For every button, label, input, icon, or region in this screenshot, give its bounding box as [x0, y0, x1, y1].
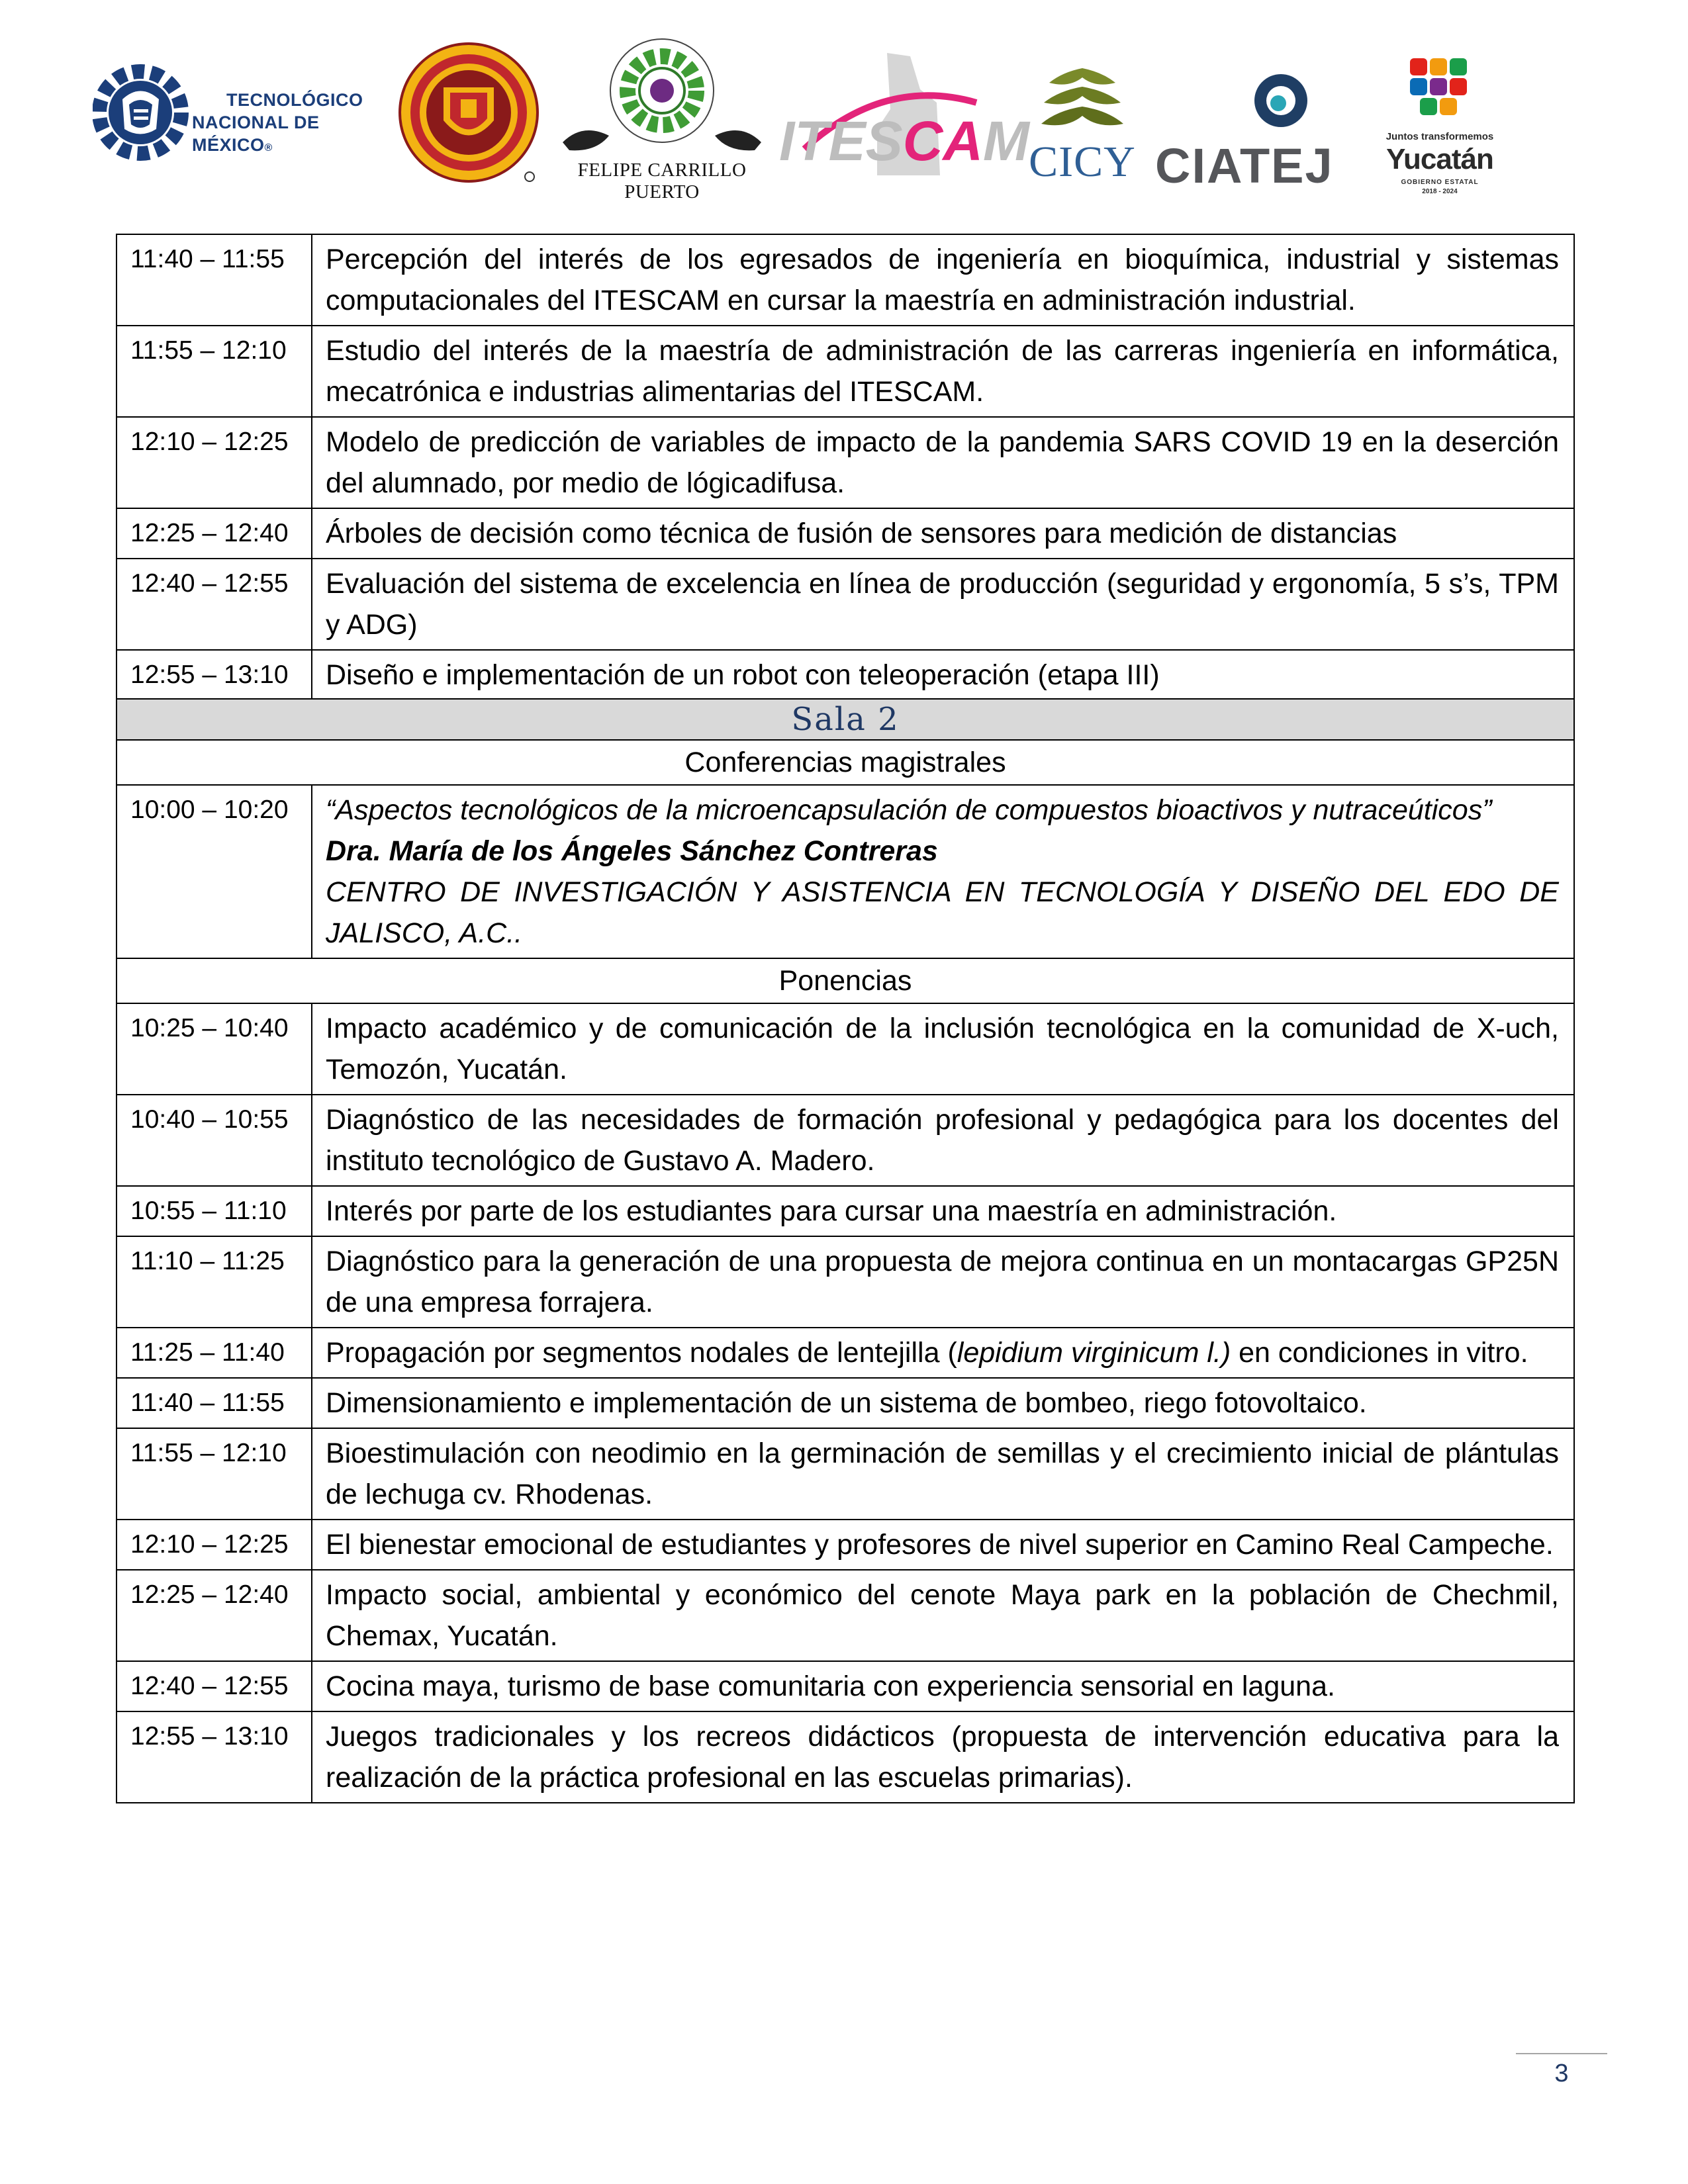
conference-title: “Aspectos tecnológicos de la microencapsulación de compuestos bioactivos y nutraceúticos” — [326, 794, 1492, 826]
yucatan-years: 2018 - 2024 — [1422, 188, 1458, 195]
table-row — [117, 1378, 1574, 1428]
instituto-seal-logo — [397, 41, 543, 187]
header-logos — [0, 0, 1688, 203]
yucatan-gov: GOBIERNO ESTATAL — [1401, 179, 1479, 186]
table-row — [117, 1520, 1574, 1570]
yucatan-name: Yucatán — [1386, 143, 1493, 175]
yucatan-logo — [1377, 53, 1503, 195]
yucatan-emblem — [1377, 53, 1503, 129]
table-row — [117, 1428, 1574, 1520]
talk-title-cell: Diagnóstico para la generación de una propuesta de mejora continua en un montacargas GP25N de una empresa forrajera. — [312, 1236, 1574, 1328]
table-row — [117, 1661, 1574, 1711]
cicy-leaves-icon — [1023, 63, 1142, 139]
table-row — [117, 417, 1574, 508]
table-row — [117, 234, 1574, 326]
table-row — [117, 1236, 1574, 1328]
time-cell: 11:55 – 12:10 — [117, 1428, 312, 1520]
talk-title-cell: Dimensionamiento e implementación de un sistema de bombeo, riego fotovoltaico. — [312, 1378, 1574, 1428]
talk-title-part: Propagación por segmentos nodales de lentejilla ( — [326, 1337, 957, 1369]
tecnm-line2: NACIONAL DE MÉXICO — [192, 113, 320, 155]
ciatej-logo — [1155, 66, 1334, 193]
table-row — [117, 1186, 1574, 1236]
time-cell: 11:55 – 12:10 — [117, 326, 312, 417]
tecnm-wordmark — [192, 89, 391, 159]
tecnm-gear-emblem — [93, 46, 192, 179]
talk-title-cell: Bioestimulación con neodimio en la germinación de semillas y el crecimiento inicial de plántulas de lechuga cv. Rhodenas. — [312, 1428, 1574, 1520]
itescam-word-c: M — [983, 110, 1030, 172]
table-row — [117, 559, 1574, 650]
tecnm-logo — [93, 46, 391, 179]
talk-title-cell: Diagnóstico de las necesidades de formación profesional y pedagógica para los docentes del instituto tecnológico de Gustavo A. Madero. — [312, 1095, 1574, 1186]
talk-title-part: en condiciones in vitro. — [1231, 1337, 1528, 1369]
cicy-wordmark: CICY — [1029, 138, 1136, 186]
time-cell: 12:10 – 12:25 — [117, 1520, 312, 1570]
itescam-wordmark — [779, 109, 1029, 173]
time-cell: 10:40 – 10:55 — [117, 1095, 312, 1186]
talk-title-cell: Cocina maya, turismo de base comunitaria con experiencia sensorial en laguna. — [312, 1661, 1574, 1711]
talk-title-cell: Juegos tradicionales y los recreos didácticos (propuesta de intervención educativa para la realización de la práctica profesional en las escuelas primarias). — [312, 1711, 1574, 1803]
time-cell: 10:00 – 10:20 — [117, 785, 312, 958]
time-cell: 12:40 – 12:55 — [117, 1661, 312, 1711]
species-name: lepidium virginicum l.) — [957, 1337, 1231, 1369]
time-cell: 12:25 – 12:40 — [117, 508, 312, 559]
talk-title-cell: Estudio del interés de la maestría de administración de las carreras ingeniería en informática, mecatrónica e industrias alimentarias del ITESCAM. — [312, 326, 1574, 417]
table-row — [117, 1328, 1574, 1378]
itescam-word-a: ITES — [779, 110, 903, 172]
talk-title-cell: Impacto académico y de comunicación de la inclusión tecnológica en la comunidad de X-uch, Temozón, Yucatán. — [312, 1003, 1574, 1095]
sala-title: Sala 2 — [117, 699, 1574, 740]
ciatej-wordmark: CIATEJ — [1155, 138, 1334, 193]
footer-rule — [1516, 2053, 1607, 2054]
conferences-heading: Conferencias magistrales — [117, 740, 1574, 785]
ponencias-header-row — [117, 958, 1574, 1003]
itsfcp-caption: FELIPE CARRILLO PUERTO — [577, 159, 747, 203]
page-number: 3 — [1554, 2060, 1569, 2087]
conference-speaker: Dra. María de los Ángeles Sánchez Contreras — [326, 835, 938, 867]
talk-title-cell: Modelo de predicción de variables de impacto de la pandemia SARS COVID 19 en la deserción del alumnado, por medio de lógicadifusa. — [312, 417, 1574, 508]
itsfcp-logo — [556, 36, 768, 203]
table-row — [117, 1003, 1574, 1095]
ponencias-heading: Ponencias — [117, 958, 1574, 1003]
ciatej-swirl-icon — [1155, 66, 1321, 139]
table-row — [117, 1711, 1574, 1803]
time-cell: 10:25 – 10:40 — [117, 1003, 312, 1095]
talk-title-cell: Evaluación del sistema de excelencia en línea de producción (seguridad y ergonomía, 5 s’s, TPM y ADG) — [312, 559, 1574, 650]
itescam-logo — [778, 50, 1030, 179]
conference-cell — [312, 785, 1574, 958]
conference-row — [117, 785, 1574, 958]
time-cell: 11:40 – 11:55 — [117, 1378, 312, 1428]
time-cell: 10:55 – 11:10 — [117, 1186, 312, 1236]
table-row — [117, 326, 1574, 417]
sala-header-row — [117, 699, 1574, 740]
time-cell: 12:25 – 12:40 — [117, 1570, 312, 1661]
itescam-word-b: CA — [902, 110, 984, 172]
time-cell: 12:55 – 13:10 — [117, 1711, 312, 1803]
conferences-header-row — [117, 740, 1574, 785]
tecnm-line1: TECNOLÓGICO — [226, 90, 363, 110]
conference-institution: CENTRO DE INVESTIGACIÓN Y ASISTENCIA EN TECNOLOGÍA Y DISEÑO DEL EDO DE JALISCO, A.C.. — [326, 876, 1559, 949]
schedule-table-continued — [116, 234, 1575, 701]
table-row — [117, 1095, 1574, 1186]
table-row — [117, 1570, 1574, 1661]
talk-title-cell: El bienestar emocional de estudiantes y profesores de nivel superior en Camino Real Campeche. — [312, 1520, 1574, 1570]
talk-title-cell: Diseño e implementación de un robot con teleoperación (etapa III) — [312, 650, 1574, 700]
talk-title-cell — [312, 1328, 1574, 1378]
table-row — [117, 650, 1574, 700]
time-cell: 11:10 – 11:25 — [117, 1236, 312, 1328]
yucatan-tagline: Juntos transformemos — [1385, 131, 1494, 142]
time-cell: 11:25 – 11:40 — [117, 1328, 312, 1378]
table-row — [117, 508, 1574, 559]
time-cell: 11:40 – 11:55 — [117, 234, 312, 326]
sala-2-schedule-table — [116, 698, 1575, 1803]
time-cell: 12:10 – 12:25 — [117, 417, 312, 508]
talk-title-cell: Impacto social, ambiental y económico del cenote Maya park en la población de Chechmil, Chemax, Yucatán. — [312, 1570, 1574, 1661]
cicy-logo — [1023, 63, 1149, 186]
time-cell: 12:55 – 13:10 — [117, 650, 312, 700]
talk-title-cell: Percepción del interés de los egresados de ingeniería en bioquímica, industrial y sistemas computacionales del ITESCAM en cursar la maestría en administración industrial. — [312, 234, 1574, 326]
talk-title-cell: Interés por parte de los estudiantes para cursar una maestría en administración. — [312, 1186, 1574, 1236]
tecnm-mark: ® — [264, 142, 273, 154]
talk-title-cell: Árboles de decisión como técnica de fusión de sensores para medición de distancias — [312, 508, 1574, 559]
time-cell: 12:40 – 12:55 — [117, 559, 312, 650]
seal-emblem — [397, 41, 543, 187]
itsfcp-gear-emblem — [556, 36, 768, 162]
